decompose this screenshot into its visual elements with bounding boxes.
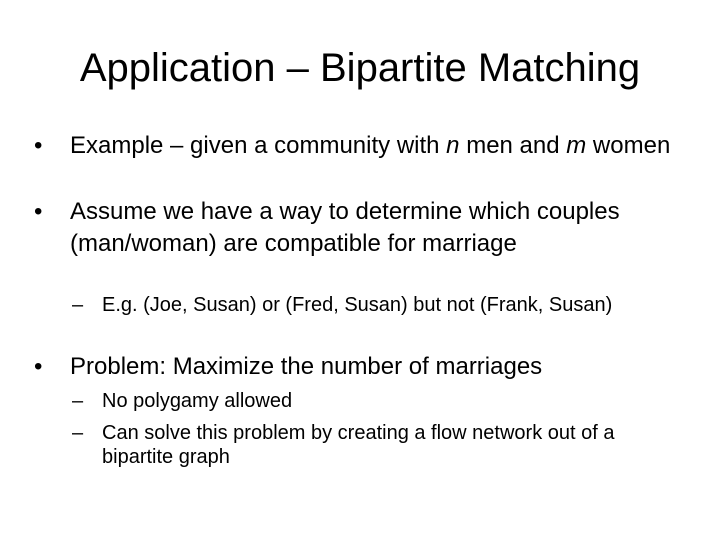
bullet-marker: • [34, 132, 43, 159]
subbullet-marker: – [72, 422, 84, 444]
variable-n: n [446, 132, 460, 159]
bullet-text-part: men and [459, 132, 567, 159]
slide-title: Application – Bipartite Matching [79, 46, 641, 90]
subbullet-marker: – [72, 390, 84, 412]
bullet-problem [34, 351, 684, 383]
bullet-assume [34, 196, 684, 259]
bullet-text-part: women [586, 132, 671, 159]
bullet-text: Problem: Maximize the number of marriages [70, 353, 543, 380]
bullet-marker: • [34, 353, 43, 380]
bullet-marker: • [34, 198, 43, 225]
bullet-text-part: Example – given a community with [70, 132, 447, 159]
subbullet-text: E.g. (Joe, Susan) or (Fred, Susan) but not (Frank, Susan) [102, 294, 613, 316]
subbullet-marker: – [72, 294, 84, 316]
bullet-text: Assume we have a way to determine which couples (man/woman) are compatible for marriage [70, 198, 620, 257]
subbullet-text: No polygamy allowed [102, 390, 293, 412]
subbullet-text: Can solve this problem by creating a flow network out of a bipartite graph [102, 422, 615, 468]
bullet-text [70, 130, 684, 162]
bullet-example [34, 130, 684, 162]
subbullet-example-pairs [72, 293, 672, 317]
subbullet-no-polygamy [72, 389, 672, 413]
variable-m: m [566, 132, 587, 159]
subbullet-flow-network [72, 421, 672, 469]
